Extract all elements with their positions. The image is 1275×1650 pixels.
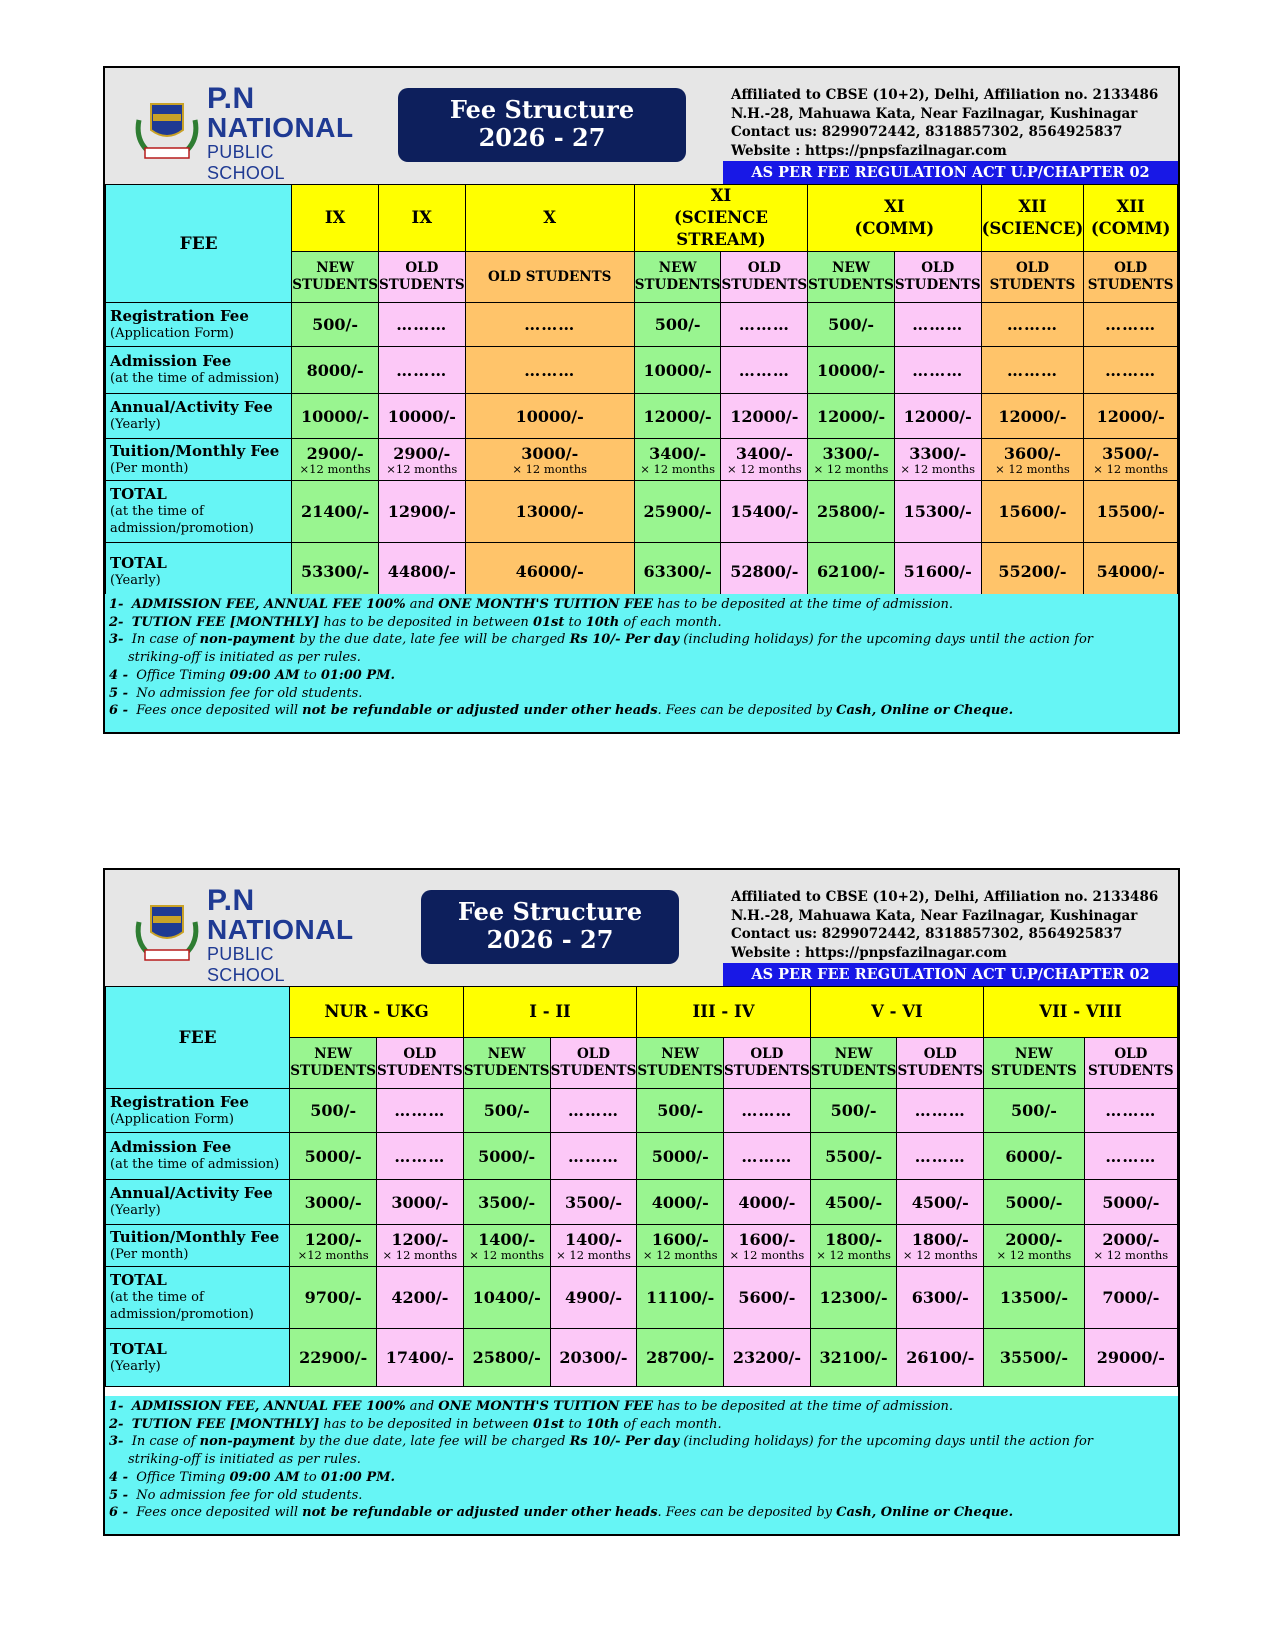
total-cell: 15300/- — [894, 481, 981, 543]
old-students-header: OLD STUDENTS — [377, 1038, 464, 1089]
fee-cell: ……… — [378, 347, 465, 394]
fee-cell: 3500/- × 12 months — [1084, 439, 1178, 481]
address-text: N.H.-28, Mahuawa Kata, Near Fazilnagar, Kushinagar — [731, 907, 1138, 924]
grade-header: III - IV — [637, 987, 810, 1038]
total-cell: 15600/- — [981, 481, 1084, 543]
total-admission-row — [106, 1267, 1178, 1329]
note-5: 5 - No admission fee for old students. — [109, 1487, 363, 1503]
fee-cell: 12000/- — [634, 394, 721, 439]
fee-cell: 500/- — [463, 1089, 550, 1133]
fee-cell: 3500/- — [463, 1180, 550, 1225]
fee-cell: 3300/- × 12 months — [894, 439, 981, 481]
total-cell: 12300/- — [810, 1267, 897, 1329]
note-4: 4 - Office Timing 09:00 AM to 01:00 PM. — [109, 667, 396, 683]
total-cell: 26100/- — [897, 1329, 984, 1387]
grade-header: XII (COMM) — [1084, 185, 1178, 252]
total-cell: 23200/- — [724, 1329, 811, 1387]
school-info — [731, 888, 1158, 962]
annual-fee-row — [106, 394, 1178, 439]
new-students-header: NEW STUDENTS — [290, 1038, 377, 1089]
fee-cell: 12000/- — [981, 394, 1084, 439]
total-cell: 54000/- — [1084, 543, 1178, 601]
total-cell: 13000/- — [465, 481, 634, 543]
fee-cell: ……… — [550, 1089, 637, 1133]
website-text: Website : https://pnpsfazilnagar.com — [731, 142, 1007, 159]
fee-cell: 500/- — [808, 303, 895, 347]
tuition-fee-row — [106, 439, 1178, 481]
fee-cell: 500/- — [984, 1089, 1085, 1133]
fee-notes — [105, 594, 1178, 732]
total-cell: 6300/- — [897, 1267, 984, 1329]
new-students-header: NEW STUDENTS — [637, 1038, 724, 1089]
total-cell: 15400/- — [721, 481, 808, 543]
fee-cell: 1600/- × 12 months — [637, 1225, 724, 1267]
old-students-header: OLD STUDENTS — [894, 252, 981, 303]
fee-cell: ……… — [981, 303, 1084, 347]
total-cell: 11100/- — [637, 1267, 724, 1329]
school-name-line1: P.N — [207, 884, 255, 917]
fee-regulation-banner: AS PER FEE REGULATION ACT U.P/CHAPTER 02 — [723, 161, 1178, 184]
total-cell: 55200/- — [981, 543, 1084, 601]
fee-cell: ……… — [550, 1133, 637, 1180]
fee-cell: ……… — [377, 1133, 464, 1180]
fee-cell: 3000/- — [377, 1180, 464, 1225]
fee-cell: ……… — [1084, 1089, 1177, 1133]
grade-header: IX — [292, 185, 379, 252]
grade-header: XII (SCIENCE) — [981, 185, 1084, 252]
note-4: 4 - Office Timing 09:00 AM to 01:00 PM. — [109, 1469, 396, 1485]
total-admission-row — [106, 481, 1178, 543]
total-cell: 25800/- — [808, 481, 895, 543]
fee-cell: 5000/- — [1084, 1180, 1177, 1225]
total-cell: 35500/- — [984, 1329, 1085, 1387]
fee-cell: 3300/- × 12 months — [808, 439, 895, 481]
school-name-line2: NATIONAL — [207, 914, 354, 945]
total-cell: 53300/- — [292, 543, 379, 601]
sheet-header — [105, 68, 1178, 186]
fee-cell: 10000/- — [808, 347, 895, 394]
note-5: 5 - No admission fee for old students. — [109, 685, 363, 701]
old-students-header: OLD STUDENTS — [721, 252, 808, 303]
new-students-header: NEW STUDENTS — [808, 252, 895, 303]
note-2: 2- TUTION FEE [MONTHLY] has to be deposited in between 01st to 10th of each month. — [109, 1416, 722, 1432]
note-6: 6 - Fees once deposited will not be refundable or adjusted under other heads. Fees can be deposited by Cash, Online or Cheque. — [109, 1505, 1014, 1521]
fee-cell: ……… — [981, 347, 1084, 394]
total-cell: 5600/- — [724, 1267, 811, 1329]
total-cell: 17400/- — [377, 1329, 464, 1387]
fee-cell: 500/- — [292, 303, 379, 347]
total-cell: 32100/- — [810, 1329, 897, 1387]
old-students-header: OLD STUDENTS — [550, 1038, 637, 1089]
fee-cell: ……… — [724, 1089, 811, 1133]
new-students-header: NEW STUDENTS — [810, 1038, 897, 1089]
total-cell: 28700/- — [637, 1329, 724, 1387]
fee-cell: 3600/- × 12 months — [981, 439, 1084, 481]
fee-cell: 10000/- — [292, 394, 379, 439]
old-students-header: OLD STUDENTS — [1084, 252, 1178, 303]
fee-cell: 4000/- — [637, 1180, 724, 1225]
row-label: Admission Fee (at the time of admission) — [106, 1133, 290, 1180]
total-yearly-row — [106, 543, 1178, 601]
note-2: 2- TUTION FEE [MONTHLY] has to be deposited in between 01st to 10th of each month. — [109, 614, 722, 630]
fee-cell: 2000/- × 12 months — [1084, 1225, 1177, 1267]
total-cell: 62100/- — [808, 543, 895, 601]
total-yearly-row — [106, 1329, 1178, 1387]
school-logo — [131, 82, 354, 183]
grade-header: IX — [378, 185, 465, 252]
affiliation-text: Affiliated to CBSE (10+2), Delhi, Affiliation no. 2133486 — [731, 889, 1159, 905]
total-cell: 63300/- — [634, 543, 721, 601]
fee-cell: 2900/- ×12 months — [292, 439, 379, 481]
fee-cell: 12000/- — [1084, 394, 1178, 439]
old-students-header: OLD STUDENTS — [465, 252, 634, 303]
fee-cell: 3400/- × 12 months — [634, 439, 721, 481]
school-emblem-icon — [131, 90, 203, 162]
fee-cell: 1200/- ×12 months — [290, 1225, 377, 1267]
website-text: Website : https://pnpsfazilnagar.com — [731, 944, 1007, 961]
row-label: TOTAL (Yearly) — [106, 1329, 290, 1387]
admission-fee-row — [106, 1133, 1178, 1180]
school-name-line3: PUBLIC SCHOOL — [207, 142, 285, 183]
total-cell: 9700/- — [290, 1267, 377, 1329]
fee-cell: ……… — [894, 347, 981, 394]
fee-cell: 2900/- ×12 months — [378, 439, 465, 481]
note-3: 3- In case of non-payment by the due date, late fee will be charged Rs 10/- Per day (including holidays) for the upcoming days until the action for — [109, 632, 1093, 648]
school-name-line2: NATIONAL — [207, 112, 354, 143]
row-label: Registration Fee (Application Form) — [106, 1089, 290, 1133]
grade-header: XI (COMM) — [808, 185, 981, 252]
old-students-header: OLD STUDENTS — [897, 1038, 984, 1089]
address-text: N.H.-28, Mahuawa Kata, Near Fazilnagar, Kushinagar — [731, 105, 1138, 122]
new-students-header: NEW STUDENTS — [984, 1038, 1085, 1089]
registration-fee-row — [106, 303, 1178, 347]
old-students-header: OLD STUDENTS — [378, 252, 465, 303]
fee-cell: 3000/- — [290, 1180, 377, 1225]
fee-cell: 1800/- × 12 months — [897, 1225, 984, 1267]
fee-cell: 5000/- — [984, 1180, 1085, 1225]
fee-cell: 10000/- — [634, 347, 721, 394]
note-3: 3- In case of non-payment by the due date, late fee will be charged Rs 10/- Per day (including holidays) for the upcoming days until the action for — [109, 1434, 1093, 1450]
total-cell: 29000/- — [1084, 1329, 1177, 1387]
grade-header: VII - VIII — [984, 987, 1178, 1038]
fee-regulation-banner: AS PER FEE REGULATION ACT U.P/CHAPTER 02 — [723, 963, 1178, 986]
fee-cell: 5500/- — [810, 1133, 897, 1180]
admission-fee-row — [106, 347, 1178, 394]
fee-cell: 4500/- — [810, 1180, 897, 1225]
fee-cell: ……… — [377, 1089, 464, 1133]
fee-cell: 12000/- — [808, 394, 895, 439]
fee-cell: 3000/- × 12 months — [465, 439, 634, 481]
total-cell: 10400/- — [463, 1267, 550, 1329]
fee-cell: 5000/- — [637, 1133, 724, 1180]
fee-cell: 3500/- — [550, 1180, 637, 1225]
grade-header: I - II — [463, 987, 637, 1038]
fee-cell: ……… — [465, 347, 634, 394]
fee-cell: ……… — [465, 303, 634, 347]
fee-cell: 12000/- — [894, 394, 981, 439]
total-cell: 20300/- — [550, 1329, 637, 1387]
fee-cell: ……… — [897, 1089, 984, 1133]
contact-text: Contact us: 8299072442, 8318857302, 8564925837 — [731, 124, 1123, 140]
fee-table-senior — [105, 184, 1178, 601]
grade-header: XI (SCIENCE STREAM) — [634, 185, 807, 252]
fee-cell: 10000/- — [378, 394, 465, 439]
total-cell: 51600/- — [894, 543, 981, 601]
fee-cell: 500/- — [634, 303, 721, 347]
fee-cell: 1400/- × 12 months — [463, 1225, 550, 1267]
fee-cell: 500/- — [810, 1089, 897, 1133]
total-cell: 44800/- — [378, 543, 465, 601]
total-cell: 12900/- — [378, 481, 465, 543]
school-emblem-icon — [131, 892, 203, 964]
total-cell: 25900/- — [634, 481, 721, 543]
total-cell: 4900/- — [550, 1267, 637, 1329]
fee-cell: 1600/- × 12 months — [724, 1225, 811, 1267]
total-cell: 15500/- — [1084, 481, 1178, 543]
fee-cell: 500/- — [290, 1089, 377, 1133]
row-label: TOTAL (Yearly) — [106, 543, 292, 601]
grade-header: X — [465, 185, 634, 252]
note-6: 6 - Fees once deposited will not be refundable or adjusted under other heads. Fees can be deposited by Cash, Online or Cheque. — [109, 703, 1014, 719]
title-line1: Fee Structure — [449, 95, 635, 124]
new-students-header: NEW STUDENTS — [463, 1038, 550, 1089]
row-label: Annual/Activity Fee (Yearly) — [106, 394, 292, 439]
registration-fee-row — [106, 1089, 1178, 1133]
row-label: TOTAL (at the time of admission/promotion) — [106, 1267, 290, 1329]
grade-header: NUR - UKG — [290, 987, 463, 1038]
fee-cell: 1800/- × 12 months — [810, 1225, 897, 1267]
note-1: 1- ADMISSION FEE, ANNUAL FEE 100% and ONE MONTH'S TUITION FEE has to be deposited at the time of admission. — [109, 1399, 953, 1414]
fee-sheet-senior — [103, 66, 1180, 734]
fee-cell: 4000/- — [724, 1180, 811, 1225]
fee-cell: 12000/- — [721, 394, 808, 439]
note-3-continued: striking-off is initiated as per rules. — [128, 1452, 361, 1468]
row-label: TOTAL (at the time of admission/promotion) — [106, 481, 292, 543]
fee-cell: ……… — [894, 303, 981, 347]
new-students-header: NEW STUDENTS — [292, 252, 379, 303]
school-name-line1: P.N — [207, 82, 255, 115]
row-label: Registration Fee (Application Form) — [106, 303, 292, 347]
old-students-header: OLD STUDENTS — [1084, 1038, 1177, 1089]
fee-cell: 10000/- — [465, 394, 634, 439]
old-students-header: OLD STUDENTS — [724, 1038, 811, 1089]
total-cell: 22900/- — [290, 1329, 377, 1387]
school-logo — [131, 884, 354, 985]
fee-cell: 6000/- — [984, 1133, 1085, 1180]
tuition-fee-row — [106, 1225, 1178, 1267]
fee-cell: ……… — [721, 347, 808, 394]
affiliation-text: Affiliated to CBSE (10+2), Delhi, Affiliation no. 2133486 — [731, 87, 1159, 103]
contact-text: Contact us: 8299072442, 8318857302, 8564925837 — [731, 926, 1123, 942]
row-label: Admission Fee (at the time of admission) — [106, 347, 292, 394]
total-cell: 25800/- — [463, 1329, 550, 1387]
note-3-continued: striking-off is initiated as per rules. — [128, 650, 361, 666]
fee-cell: 5000/- — [463, 1133, 550, 1180]
school-name-line3: PUBLIC SCHOOL — [207, 944, 285, 985]
fee-cell: 1400/- × 12 months — [550, 1225, 637, 1267]
fee-structure-title-box — [398, 88, 686, 162]
school-info — [731, 86, 1158, 160]
fee-column-header: FEE — [106, 987, 290, 1089]
title-line1: Fee Structure — [457, 897, 643, 926]
total-cell: 46000/- — [465, 543, 634, 601]
row-label: Annual/Activity Fee (Yearly) — [106, 1180, 290, 1225]
fee-cell: 5000/- — [290, 1133, 377, 1180]
grade-header: V - VI — [810, 987, 983, 1038]
total-cell: 13500/- — [984, 1267, 1085, 1329]
fee-cell: 1200/- × 12 months — [377, 1225, 464, 1267]
fee-structure-title-box — [421, 890, 679, 964]
fee-cell: ……… — [897, 1133, 984, 1180]
total-cell: 4200/- — [377, 1267, 464, 1329]
fee-cell: ……… — [724, 1133, 811, 1180]
annual-fee-row — [106, 1180, 1178, 1225]
fee-table-junior — [105, 986, 1178, 1387]
note-1: 1- ADMISSION FEE, ANNUAL FEE 100% and ONE MONTH'S TUITION FEE has to be deposited at the time of admission. — [109, 597, 953, 612]
new-students-header: NEW STUDENTS — [634, 252, 721, 303]
sheet-header — [105, 870, 1178, 988]
fee-sheet-junior — [103, 868, 1180, 1536]
fee-cell: ……… — [1084, 303, 1178, 347]
title-year: 2026 - 27 — [486, 925, 614, 954]
total-cell: 21400/- — [292, 481, 379, 543]
fee-cell: ……… — [1084, 347, 1178, 394]
fee-notes — [105, 1396, 1178, 1534]
row-label: Tuition/Monthly Fee (Per month) — [106, 1225, 290, 1267]
row-label: Tuition/Monthly Fee (Per month) — [106, 439, 292, 481]
fee-cell: 2000/- × 12 months — [984, 1225, 1085, 1267]
fee-cell: ……… — [721, 303, 808, 347]
fee-cell: 4500/- — [897, 1180, 984, 1225]
fee-column-header: FEE — [106, 185, 292, 303]
fee-cell: ……… — [1084, 1133, 1177, 1180]
fee-cell: 500/- — [637, 1089, 724, 1133]
total-cell: 7000/- — [1084, 1267, 1177, 1329]
title-year: 2026 - 27 — [478, 123, 606, 152]
fee-cell: 8000/- — [292, 347, 379, 394]
fee-cell: 3400/- × 12 months — [721, 439, 808, 481]
fee-cell: ……… — [378, 303, 465, 347]
total-cell: 52800/- — [721, 543, 808, 601]
old-students-header: OLD STUDENTS — [981, 252, 1084, 303]
